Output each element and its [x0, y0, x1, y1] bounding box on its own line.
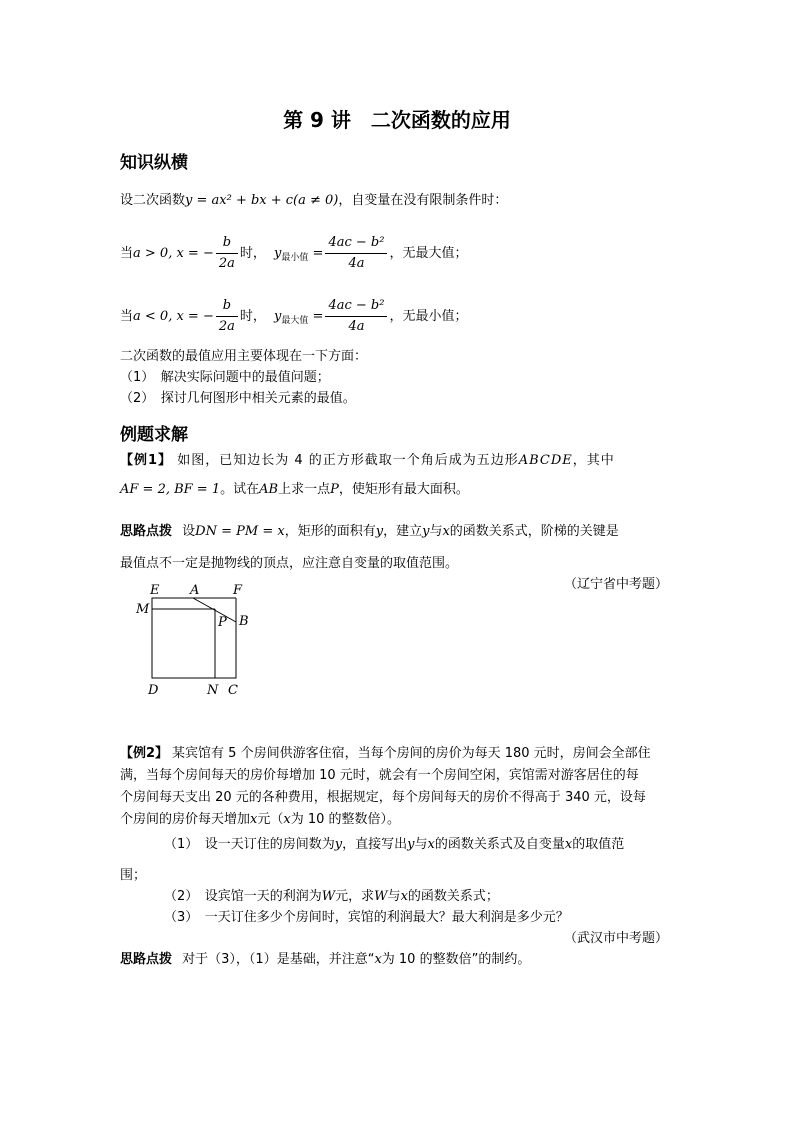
q-text: 元，求 — [335, 889, 375, 904]
case1-value-fraction — [325, 233, 387, 274]
q-text: （2） 设宾馆一天的利润为 — [164, 889, 322, 904]
example1-hint-line2: 最值点不一定是抛物线的顶点，应注意自变量的取值范围。 — [120, 556, 459, 571]
hint-math: DN = PM = x — [195, 524, 285, 539]
q-text: 与 — [387, 889, 401, 904]
label-d: D — [148, 683, 159, 698]
case1-y-sub: 最小值 — [281, 253, 309, 263]
question-3: （3） 一天订住多少个房间时，宾馆的利润最大？最大利润是多少元？ — [164, 910, 569, 925]
q-math: y — [407, 837, 415, 852]
example2-source: （武汉市中考题） — [563, 931, 668, 946]
example2-line — [120, 809, 651, 831]
label-c: C — [228, 683, 238, 698]
q-text: ，直接写出 — [342, 837, 408, 852]
case1-prefix: 当 — [120, 246, 134, 261]
case1-frac-den: 2a — [218, 256, 235, 271]
hint-text: 与 — [429, 524, 443, 539]
example1-text-a: 如图，已知边长为 4 的正方形截取一个角后成为五边形 — [177, 453, 519, 468]
case2-mid: 时， — [239, 309, 266, 324]
label-e: E — [150, 583, 160, 598]
example2-line — [120, 743, 651, 765]
case1-frac-num: b — [216, 233, 238, 254]
q-math: x — [427, 837, 435, 852]
section-heading-examples: 例题求解 — [120, 425, 188, 445]
example1-pentagon: ABCDE — [518, 453, 573, 468]
example2-text: 元（ — [257, 812, 284, 827]
label-a: A — [190, 583, 200, 598]
case2-frac-num: b — [216, 296, 238, 317]
hint-text: 设 — [182, 524, 196, 539]
example2-math: x — [283, 812, 291, 827]
point-item: （2） 探讨几何图形中相关元素的最值。 — [120, 391, 356, 406]
example1-text-e: ，使矩形有最大面积。 — [338, 482, 469, 497]
example1-hint-line1 — [120, 523, 619, 541]
case2-val-num: 4ac − b² — [325, 296, 387, 317]
case1-vertex-fraction — [216, 233, 238, 274]
hint-math: x — [442, 524, 450, 539]
q-math: y — [334, 837, 343, 852]
pentagon-outline — [152, 598, 236, 678]
example1-text-c: 。试在 — [220, 482, 260, 497]
example2-line: 个房间每天支出 20 元的各种费用，根据规定，每个房间每天的房价不得高于 340 元，设每 — [120, 790, 646, 805]
page-title: 第 9 讲 二次函数的应用 — [283, 108, 511, 132]
hint-text: 对于（3），（1）是基础，并注意“ — [182, 952, 375, 967]
example2-paragraph — [120, 743, 651, 831]
case-max-line — [120, 296, 467, 337]
label-f: F — [233, 583, 243, 598]
case1-condition: a > 0, x = − — [133, 246, 214, 261]
pentagon-figure — [130, 580, 260, 700]
example1-text-b: ，其中 — [572, 453, 615, 468]
case2-condition: a < 0, x = − — [133, 309, 214, 324]
hint-text: ，建立 — [383, 524, 423, 539]
case2-tail: ，无最小值； — [389, 309, 468, 324]
q-text: 的取值范 — [572, 837, 625, 852]
q-math: x — [564, 837, 573, 852]
q-text: 与 — [414, 837, 428, 852]
label-b: B — [239, 614, 249, 629]
q-text: 的函数关系式； — [407, 889, 499, 904]
example1-given: AF = 2, BF = 1 — [120, 482, 221, 497]
hint-math: x — [374, 952, 382, 967]
case1-val-den: 4a — [348, 256, 365, 271]
example1-text-d: 上求一点 — [278, 482, 331, 497]
label-p: P — [218, 615, 227, 630]
example1-line2 — [120, 481, 469, 499]
q-math: x — [400, 889, 408, 904]
example1-hint-label: 思路点拨 — [120, 524, 173, 539]
example1-source: （辽宁省中考题） — [563, 577, 668, 592]
q-math: W — [321, 889, 336, 904]
intro-formula: y = ax² + bx + c(a ≠ 0) — [185, 193, 339, 208]
q-text: （1） 设一天订住的房间数为 — [164, 837, 335, 852]
case2-eq: = — [312, 309, 324, 324]
section-heading-knowledge: 知识纵横 — [120, 153, 188, 173]
q-text: 的函数关系式及自变量 — [434, 837, 565, 852]
example2-text: 个房间的房价每天增加 — [120, 812, 251, 827]
hint-text: 的函数关系式，阶梯的关键是 — [449, 524, 619, 539]
hint-math: y — [375, 524, 384, 539]
question-2 — [164, 888, 499, 906]
example2-line: 满，当每个房间每天的房价每增加 10 元时，就会有一个房间空闲，宾馆需对游客居住的每 — [120, 768, 639, 783]
hint-text: ，矩形的面积有 — [284, 524, 376, 539]
example1-tag: 【例1】 — [120, 453, 173, 468]
intro-text: 设二次函数 — [120, 193, 186, 208]
question-1 — [164, 836, 624, 854]
case2-frac-den: 2a — [218, 319, 235, 334]
hint-math: y — [422, 524, 430, 539]
point-item: （1） 解决实际问题中的最值问题； — [120, 370, 330, 385]
example2-hint-label: 思路点拨 — [120, 952, 173, 967]
case-min-line — [120, 233, 467, 274]
case2-value-fraction — [325, 296, 387, 337]
label-n: N — [207, 683, 219, 698]
case2-y-sub: 最大值 — [281, 316, 309, 326]
case2-vertex-fraction — [216, 296, 238, 337]
case1-mid: 时， — [239, 246, 266, 261]
example2-tag: 【例2】 — [120, 746, 169, 761]
summary-text: 二次函数的最值应用主要体现在一下方面： — [120, 349, 368, 364]
example1-point: P — [330, 482, 339, 497]
example2-text: 为 10 的整数倍）。 — [290, 812, 401, 827]
question-1-wrap: 围； — [120, 868, 147, 883]
example2-hint — [120, 951, 530, 969]
case2-prefix: 当 — [120, 309, 134, 324]
intro-line — [120, 192, 507, 210]
example2-text: 某宾馆有 5 个房间供游客住宿，当每个房间的房价为每天 180 元时，房间会全部住 — [172, 746, 651, 761]
example1-line1 — [120, 452, 615, 470]
case2-val-den: 4a — [348, 319, 365, 334]
intro-tail: ，自变量在没有限制条件时： — [338, 193, 508, 208]
case1-y: y — [274, 246, 282, 261]
hint-text: 为 10 的整数倍”的制约。 — [381, 952, 531, 967]
example1-segment: AB — [259, 482, 279, 497]
case1-val-num: 4ac − b² — [325, 233, 387, 254]
case1-tail: ，无最大值； — [389, 246, 468, 261]
q-math: W — [374, 889, 388, 904]
label-m: M — [136, 602, 150, 617]
case2-y: y — [274, 309, 282, 324]
example2-math: x — [250, 812, 258, 827]
case1-eq: = — [312, 246, 324, 261]
